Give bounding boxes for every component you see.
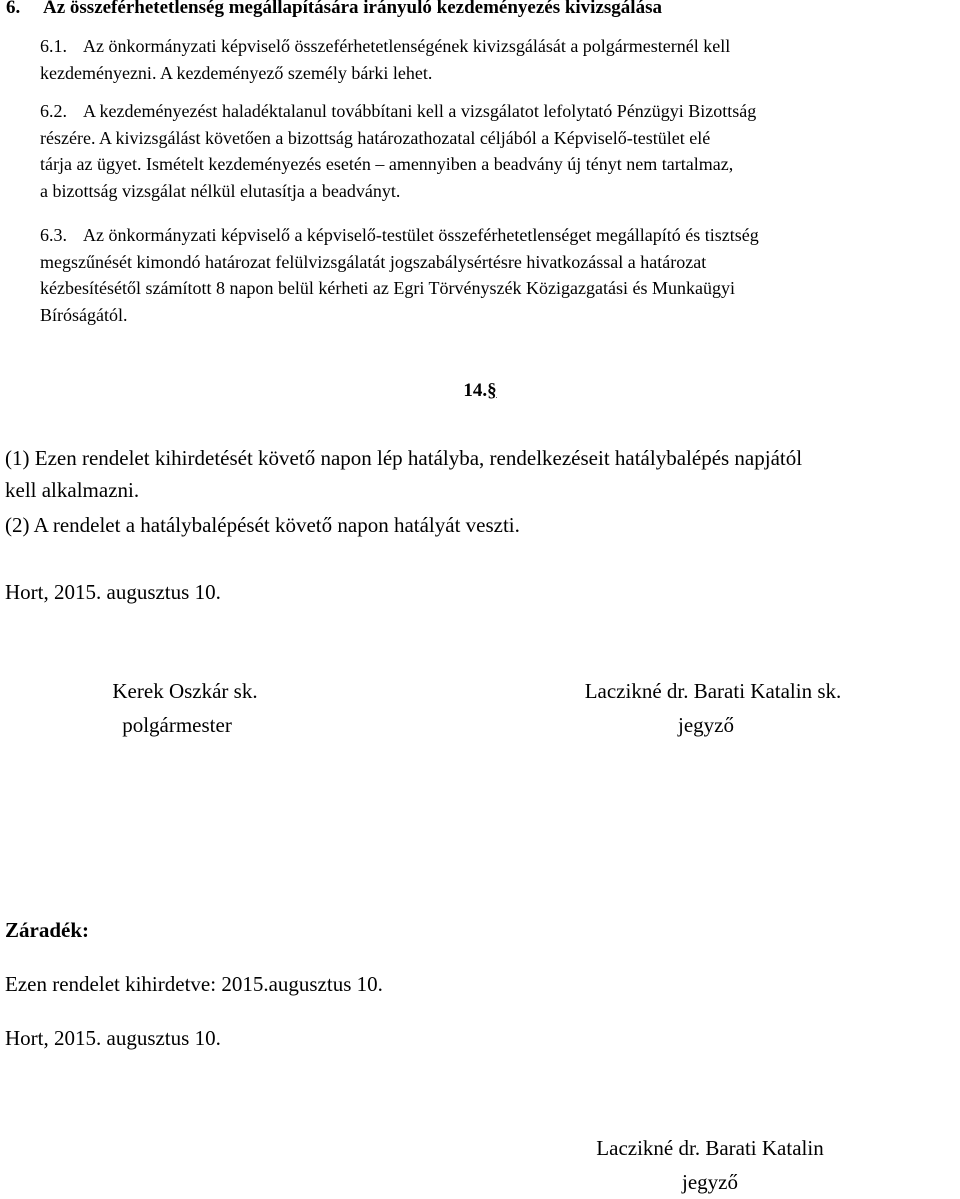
heading-text: Az összeférhetetlenség megállapítására irányuló kezdeményezés kivizsgálása (43, 0, 662, 18)
subsection-line: Bíróságától. (40, 304, 128, 325)
subsection-label: 6.2. (40, 101, 67, 121)
subsection-line: a bizottság vizsgálat nélkül elutasítja a beadványt. (40, 180, 401, 201)
subsection-line: tárja az ügyet. Ismételt kezdeményezés esetén – amennyiben a beadvány új tényt nem tartalmaz, (40, 154, 734, 174)
section-symbol: § (487, 380, 497, 401)
clause-place-date: Hort, 2015. augusztus 10. (5, 1026, 221, 1050)
paragraph-1-line-1: (1) Ezen rendelet kihirdetését követő napon lép hatályba, rendelkezéseit hatálybalépés napjától (5, 446, 803, 470)
subsection-line: kezdeményezni. A kezdeményező személy bárki lehet. (40, 62, 433, 83)
clause-text: Ezen rendelet kihirdetve: 2015.augusztus 10. (5, 972, 383, 996)
subsection-line: megszűnését kimondó határozat felülvizsgálatát jogszabálysértésre hivatkozással a határozat (40, 251, 707, 272)
subsection-label: 6.1. (40, 36, 67, 56)
signature-right-title: jegyző (678, 713, 734, 737)
signature-right-name: Laczikné dr. Barati Katalin sk. (584, 679, 842, 703)
signature-left-title: polgármester (122, 713, 232, 737)
paragraph-1-line-2: kell alkalmazni. (5, 478, 140, 502)
place-date: Hort, 2015. augusztus 10. (5, 580, 221, 604)
heading-number: 6. (6, 0, 21, 18)
section-title (0, 380, 960, 402)
subsection-line: részére. A kivizsgálást követően a bizottság határozathozatal céljából a Képviselő-testület elé (40, 127, 711, 148)
subsection-label: 6.3. (40, 225, 67, 245)
clause-title: Záradék: (5, 918, 89, 942)
section-heading (6, 0, 662, 19)
subsection-line: Az önkormányzati képviselő összeférhetetlenségének kivizsgálását a polgármesternél kell (83, 36, 731, 56)
subsection-line: Az önkormányzati képviselő a képviselő-testület összeférhetetlenséget megállapító és tisztség (83, 225, 759, 245)
section-number: 14. (463, 380, 488, 401)
clause-signer-title: jegyző (682, 1170, 738, 1194)
subsection-line: kézbesítésétől számított 8 napon belül kérheti az Egri Törvényszék Közigazgatási és Munkaügyi (40, 278, 735, 298)
subsection-line: A kezdeményezést haladéktalanul továbbítani kell a vizsgálatot lefolytató Pénzügyi Bizottság (83, 101, 757, 121)
paragraph-2: (2) A rendelet a hatálybalépését követő napon hatályát veszti. (5, 513, 520, 537)
clause-signer-name: Laczikné dr. Barati Katalin (596, 1136, 824, 1160)
signature-left-name: Kerek Oszkár sk. (112, 679, 258, 703)
